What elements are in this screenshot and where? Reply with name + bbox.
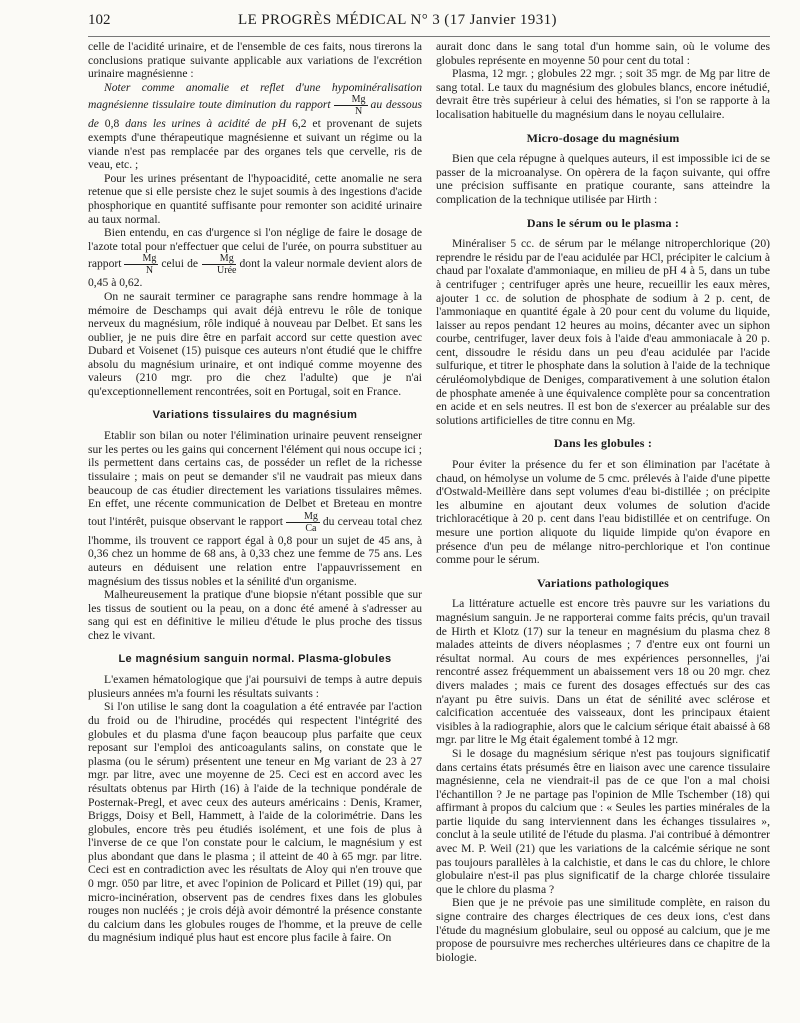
text-columns (88, 40, 770, 964)
paragraph: L'examen hématologique que j'ai poursuivi de temps à autre depuis plusieurs années m'a fourni les résultats suivants : (88, 673, 422, 700)
paragraph: La littérature actuelle est encore très pauvre sur les variations du magnésium sanguin. Je ne rapporterai comme faits précis, qu'un travail de Hirth et Klotz (17) sur la teneur en magnésium du plasma chez 8 malades atteints de divers néoplasmes ; 7 d'entre eux ont fourni un résultat normal. Au cours de mes expériences personnelles, j'ai rencontré assez fréquemment un abaissement vers 18 ou 20 mgr. chez divers malades ; mais ce furent des dosages effectués sur des cas n'ayant pu être suivis. Dans un état de sénilité avec sclérose et calcification accentuée des vaisseaux, dont les principaux étaient visibles à la radiographie, alors que le calcium sérique était abaissé à 68 mgr. par litre le Mg était également tombé à 12 mgr. (436, 597, 770, 747)
paragraph: Etablir son bilan ou noter l'élimination urinaire peuvent renseigner sur les pertes ou les gains qui concernent l'élément qui nous occupe ici ; ils permettent dans certains cas, de posséder un reflet de la richesse tissulaire ; mais on peut se demander s'il ne vaudrait pas mieux dans beaucoup de cas étudier directement les variations tissulaires mêmes. En effet, une récente communication de Delbet et Breteau en montre tout l'intérêt, puisque observant le rapport $\frac{Mg}{Ca}$ du cerveau total chez l'homme, ils trouvent ce rapport égal à 0,8 pour un sujet de 45 ans, à 0,36 chez un homme de 68 ans, à 0,33 chez une femme de 75 ans. Les auteurs en déduisent une relation entre l'appauvrissement en magnésium des tissus nobles et la sénilité d'un organisme. (88, 429, 422, 588)
paragraph: Si le dosage du magnésium sérique n'est pas toujours significatif dans certains états présumés être en liaison avec une carence tissulaire magnésienne, cela ne viendrait-il pas de ce que l'on a mal choisi l'échantillon ? Je ne partage pas l'opinion de Mlle Tschember (18) qui affirmant à propos du calcium que : « Seules les parties minérales de la partie liquide du sang interviennent dans les échanges tissulaires », conclut à la seule utilité de l'étude du plasma. J'ai contribué à démontrer avec M. P. Weil (21) que les variations de la calcémie sérique ne sont pas toujours parallèles à la calchistie, et dans le cas du chlore, le chlore globulaire n'est-il pas plus significatif de la charge chlorée tissulaire que le chlore du plasma ? (436, 746, 770, 896)
paragraph: Bien entendu, en cas d'urgence si l'on néglige de faire le dosage de l'azote total pour n'effectuer que celui de l'urée, on pourra substituer au rapport $\frac{Mg}{N}$ celui de $\frac{Mg}{\text{Urée}}$ dont la valeur normale devient alors de 0,45 à 0,62. (88, 226, 422, 290)
subsection-heading: Dans les globules : (553, 436, 653, 451)
paragraph: Bien que cela répugne à quelques auteurs, il est impossible ici de se passer de la microanalyse. On opèrera de la façon suivante, qui offre une précision suffisante en pratique courante, sans atteindre la complication de la technique utilisée par Hirth : (436, 152, 770, 206)
paragraph: Si l'on utilise le sang dont la coagulation a été entravée par l'action du froid ou de l'hirudine, procédés qui respectent l'intégrité des globules et du plasma d'une façon beaucoup plus parfaite que ceux reposant sur l'emploi des anticoagulants salins, on constate que le plasma (ou le sérum) présentent une teneur en Mg variant de 23 à 27 mgr. par litre, avec une moyenne de 25. Ceci est en accord avec les résultats obtenus par Hirth (16) à l'aide de la technique pondérale de Posternak-Pregl, et avec ceux des auteurs américains : Denis, Kramer, Briggs, Doisy et Bell, Hammett, à l'aide de la colorimétrie. Dans les globules, encore très peu étudiés isolément, et une fois de plus à l'inverse de ce que l'on constate pour le calcium, le magnésium y est plus abondant que dans le plasma ; il atteint de 40 à 65 mgr. par litre. Ceci est en contradiction avec les résultats de Aloy qui n'en trouve que 0 mgr. 050 par litre, et avec l'opinion de Policard et Pillet (19) qui, par micro-incinération, observent pas de cendres fixes dans les globules rouges non nucléés ; je crois déjà avoir démontré la présence constante du calcium dans les globules rouges de l'homme, et la preuve de celle du magnésium indiqué plus haut est encore plus facile à faire. On (88, 700, 422, 945)
paragraph: Plasma, 12 mgr. ; globules 22 mgr. ; soit 35 mgr. de Mg par litre de sang total. Le taux du magnésium des globules blancs, encore inétudié, devrait être très supérieur à celui des hématies, si l'on se rapporte à la localisation habituelle du magnésium dans le noyau cellulaire. (436, 67, 770, 121)
section-heading: Variations pathologiques (536, 575, 670, 590)
section-heading: Micro-dosage du magnésium (526, 130, 680, 145)
fraction-mg-ca: $\frac{Mg}{Ca}$ (286, 511, 320, 534)
paragraph: Pour éviter la présence du fer et son élimination par l'acétate à chaud, on hémolyse un volume de 5 cmc. prélevés à l'aide d'une pipette d'Ostwald-Meillère dans sept volumes d'eau bi-distillée ; on précipite les albumine en ajoutant deux volumes de solution d'acide trichloracétique à 20 p. cent dans l'eau bidistillée et on centrifuge. On mesure une portion aliquote du liquide limpide qu'on évapore en présence d'un peu de mélange nitro-perchlorique et l'on continue comme pour le sérum. (436, 458, 770, 567)
right-column (436, 40, 770, 964)
section-heading: Variations tissulaires du magnésium (152, 408, 358, 421)
fraction-mg-n: $\frac{Mg}{N}$ (334, 94, 368, 117)
page-header (88, 12, 770, 37)
paragraph: Minéraliser 5 cc. de sérum par le mélange nitroperchlorique (20) reprendre le résidu par de l'eau acidulée par HCl, précipiter le calcium à chaud par l'oxalate d'ammoniaque, en milieu de pH 4 à 5, dans un tube à centrifuger ; centrifuger après une heure, recueillir les eaux mères, ajouter 1 cc. de solution de phosphate de sodium à 2 p. cent, de l'ammoniaque en quantité égale à 20 pour cent du volume du liquide, laisser au repos pendant 12 heures au moins, décanter avec un siphon courbe, centrifuger, laver deux fois à l'aide d'eau ammoniacale à 20 p. cent, dissoudre le résidu dans un peu d'eau acidulée par l'acide sulfurique, et titrer le phosphate dans la solution à l'aide de la technique céruléomolybdique de Deniges, comparativement à une solution étalon de phosphate amenée à une équivalence complète pour sa concentration en acide et en sels neutres. Il est bon de s'exercer au préalable sur des solutions artificielles de titre connu en Mg. (436, 237, 770, 427)
section-heading: Le magnésium sanguin normal. Plasma-globules (118, 652, 392, 665)
paragraph: Malheureusement la pratique d'une biopsie n'étant possible que sur les tissus de soutient ou la peau, on a donc été amené à s'adresser au sang qui est en définitive le milieu d'étude le plus proche des tissus chez le vivant. (88, 588, 422, 642)
fraction-mg-n: $\frac{Mg}{N}$ (124, 253, 158, 276)
subsection-heading: Dans le sérum ou le plasma : (526, 215, 680, 230)
page-number: 102 (88, 12, 111, 28)
paragraph: On ne saurait terminer ce paragraphe sans rendre hommage à la mémoire de Deschamps qui avait déjà entrevu le rôle de tonique nerveux du magnésium, rôle indiqué à nouveau par Delbet. Et sans les oublier, je ne puis dire être en parfait accord sur cette question avec Dubard et Voisenet (15) puisque ces auteurs n'ont étudié que le chiffre absolu du magnésium urinaire, et ont indiqué comme moyenne des valeurs (210 mgr. pro die chez l'adulte) que je n'ai qu'exceptionnellement rencontrées, soit en Portugal, soit en France. (88, 289, 422, 399)
paragraph: Bien que je ne prévoie pas une similitude complète, en raison du signe contraire des charges électriques de ces deux ions, c'est dans l'étude du magnésium globulaire, seul ou opposé au calcium, que je me propose de poursuivre mes recherches ultérieures dans ce chapitre de la biologie. (436, 896, 770, 964)
paragraph: aurait donc dans le sang total d'un homme sain, où le volume des globules représente en moyenne 50 pour cent du total : (436, 40, 770, 67)
fraction-mg-uree: $\frac{Mg}{\text{Urée}}$ (201, 253, 236, 276)
paragraph: celle de l'acidité urinaire, et de l'ensemble de ces faits, nous tirerons la conclusions pratique suivante applicable aux variations de l'excrétion urinaire magnésienne : (88, 40, 422, 81)
paragraph: Noter comme anomalie et reflet d'une hypominéralisation magnésienne tissulaire toute diminution du rapport $\frac{Mg}{N}$ au dessous de 0,8 dans les urines à acidité de pH 6,2 et provenant de sujets exempts d'une thérapeutique magnésienne et suivant un régime ou la viande n'est pas remplacée par des organes tels que cervelle, ris de veau, etc. ; (88, 80, 422, 172)
running-head: LE PROGRÈS MÉDICAL N° 3 (17 Janvier 1931) (238, 12, 557, 28)
left-column (88, 40, 422, 964)
paragraph: Pour les urines présentant de l'hypoacidité, cette anomalie ne sera retenue que si elle persiste chez le sujet soumis à des ingestions d'acide phosphorique en quantité suffisante pour remonter son acidité urinaire au taux normal. (88, 171, 422, 226)
